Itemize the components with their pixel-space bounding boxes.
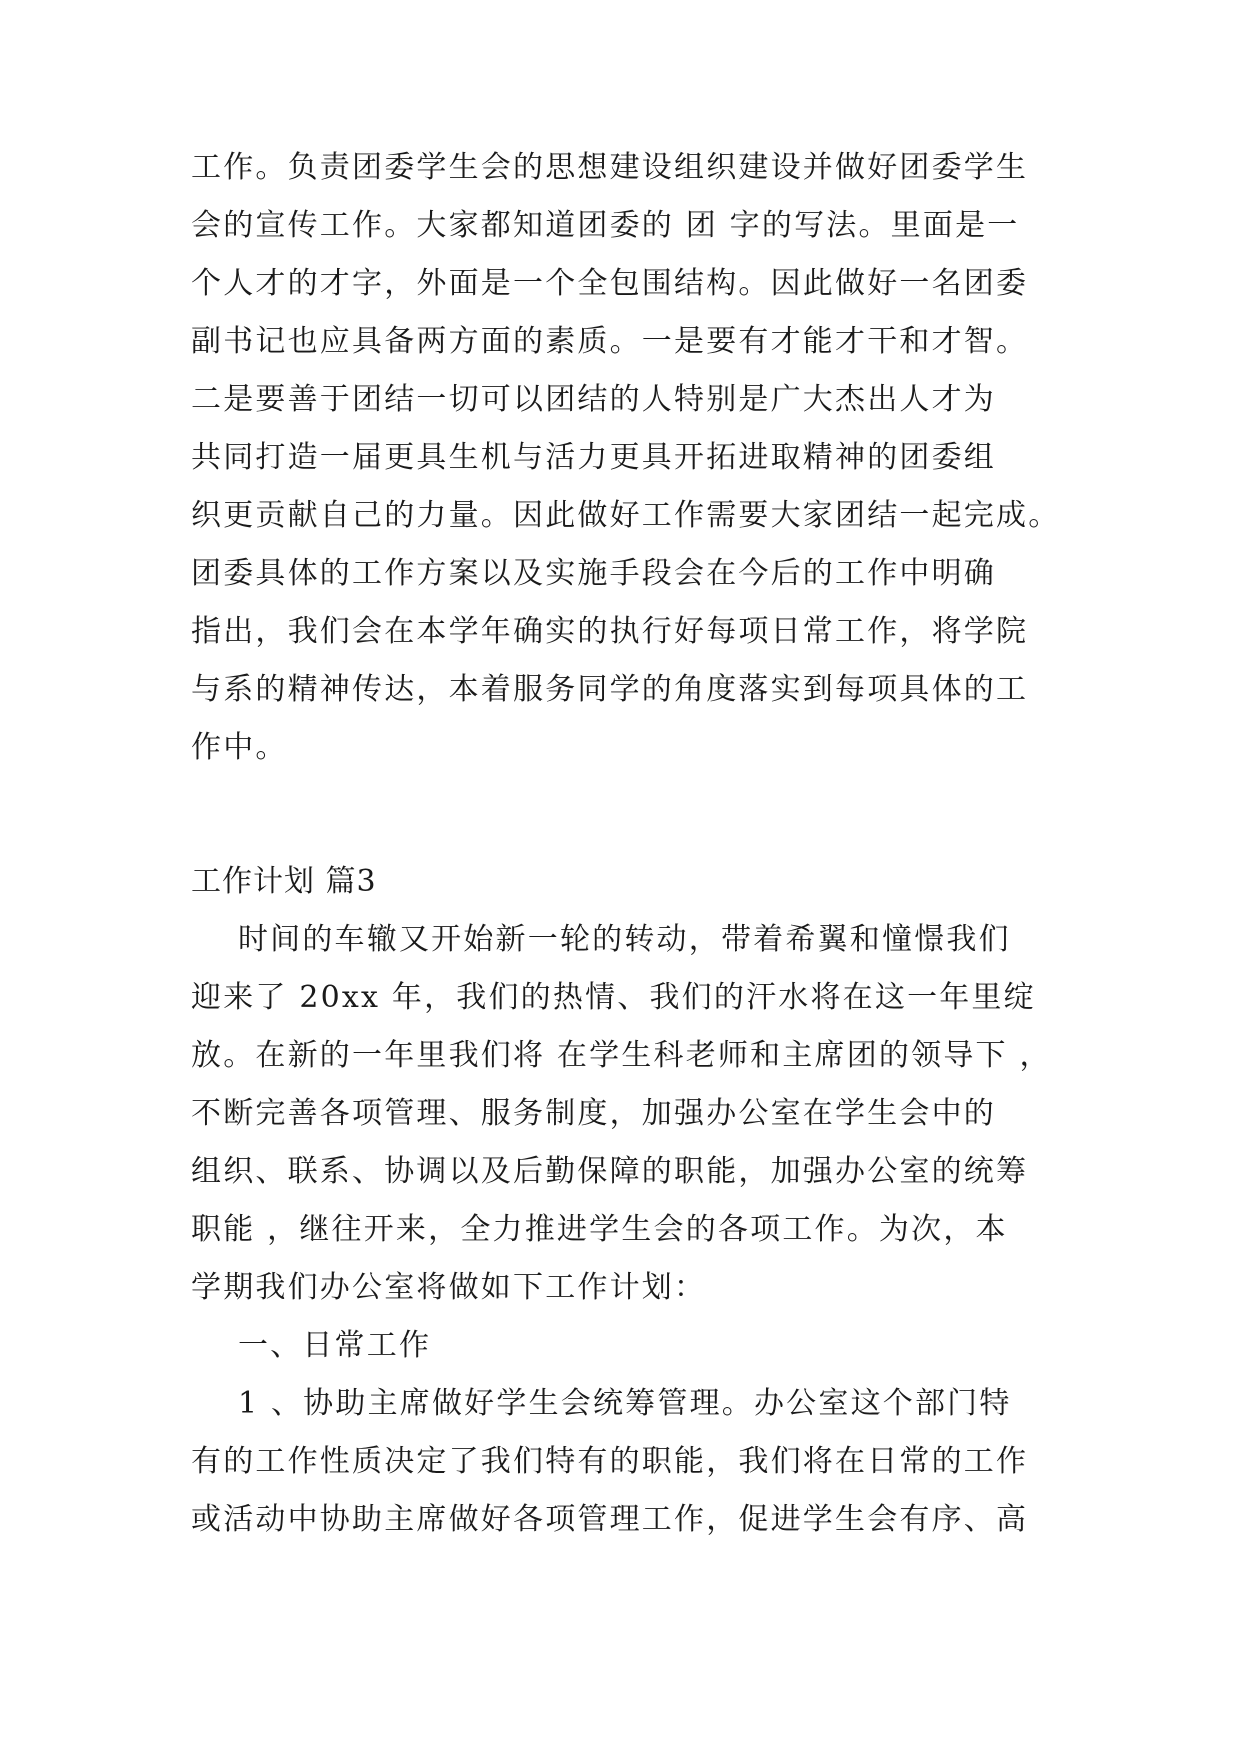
section-heading: 工作计划 篇3 <box>191 864 377 899</box>
text-line: 工作。负责团委学生会的思想建设组织建设并做好团委学生 <box>191 150 1029 185</box>
text-line: 时间的车辙又开始新一轮的转动，带着希翼和憧憬我们 <box>191 922 1011 957</box>
text-line: 职能 ，继往开来，全力推进学生会的各项工作。为次，本 <box>191 1212 1008 1247</box>
text-line: 织更贡献自己的力量。因此做好工作需要大家团结一起完成。 <box>191 498 1061 533</box>
text-line: 指出，我们会在本学年确实的执行好每项日常工作，将学院 <box>191 614 1029 649</box>
text-line: 二是要善于团结一切可以团结的人特别是广大杰出人才为 <box>191 382 996 417</box>
text-line: 放。在新的一年里我们将 在学生科老师和主席团的领导下 ， <box>191 1038 1052 1073</box>
text-line: 个人才的才字，外面是一个全包围结构。因此做好一名团委 <box>191 266 1029 301</box>
text-line: 作中。 <box>191 730 288 765</box>
text-line: 共同打造一届更具生机与活力更具开拓进取精神的团委组 <box>191 440 996 475</box>
text-line: 或活动中协助主席做好各项管理工作，促进学生会有序、高 <box>191 1502 1029 1537</box>
text-line: 团委具体的工作方案以及实施手段会在今后的工作中明确 <box>191 556 996 591</box>
text-line: 副书记也应具备两方面的素质。一是要有才能才干和才智。 <box>191 324 1029 359</box>
subheading-line: 一、日常工作 <box>191 1328 432 1363</box>
text-line: 迎来了 20xx 年，我们的热情、我们的汗水将在这一年里绽 <box>191 980 1036 1015</box>
text-line: 组织、联系、协调以及后勤保障的职能，加强办公室的统筹 <box>191 1154 1029 1189</box>
text-line: 与系的精神传达，本着服务同学的角度落实到每项具体的工 <box>191 672 1029 707</box>
text-line: 会的宣传工作。大家都知道团委的 团 字的写法。里面是一 <box>191 208 1020 243</box>
text-line: 1 、协助主席做好学生会统筹管理。办公室这个部门特 <box>191 1386 1012 1421</box>
text-line: 有的工作性质决定了我们特有的职能，我们将在日常的工作 <box>191 1444 1029 1479</box>
text-line: 学期我们办公室将做如下工作计划： <box>191 1270 707 1305</box>
text-line: 不断完善各项管理、服务制度，加强办公室在学生会中的 <box>191 1096 996 1131</box>
